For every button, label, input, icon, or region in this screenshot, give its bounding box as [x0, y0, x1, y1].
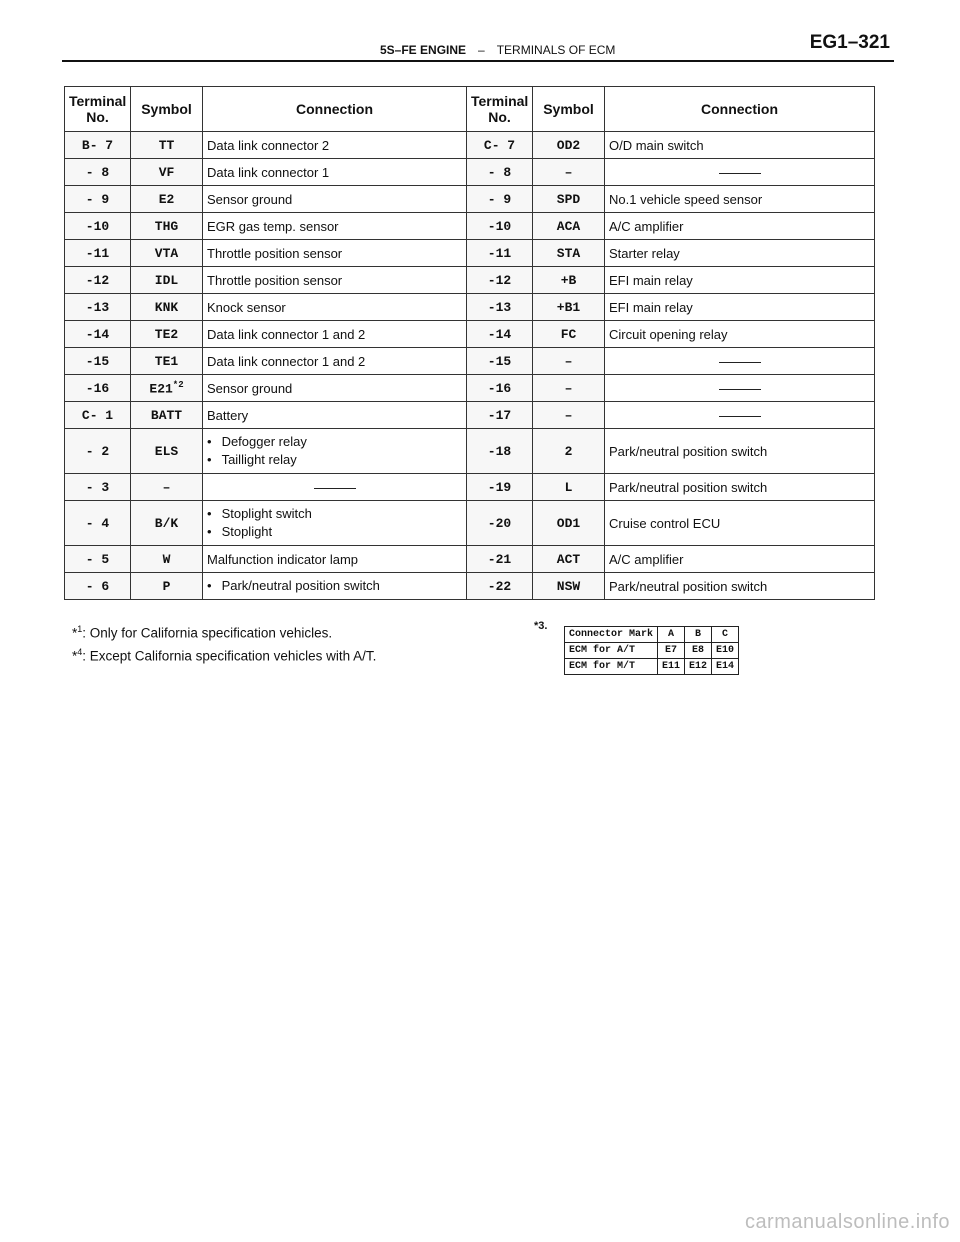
connection-cell [605, 375, 875, 402]
symbol-cell: – [533, 348, 605, 375]
symbol-cell: SPD [533, 186, 605, 213]
header-section: 5S–FE ENGINE [380, 43, 467, 57]
connection-cell: Battery [203, 402, 467, 429]
terminal-cell: - 4 [65, 501, 131, 546]
col-symbol-left: Symbol [131, 87, 203, 132]
terminal-cell: -17 [467, 402, 533, 429]
symbol-cell: VTA [131, 240, 203, 267]
empty-line [719, 416, 761, 417]
symbol-cell: STA [533, 240, 605, 267]
connection-cell: Park/neutral position switch [605, 573, 875, 600]
symbol-cell: B/K [131, 501, 203, 546]
terminal-cell: -16 [467, 375, 533, 402]
symbol-cell: L [533, 474, 605, 501]
connection-cell: Malfunction indicator lamp [203, 546, 467, 573]
terminal-cell: C- 1 [65, 402, 131, 429]
symbol-cell: ACA [533, 213, 605, 240]
connection-cell: O/D main switch [605, 132, 875, 159]
table-row [65, 294, 875, 321]
terminal-cell: -19 [467, 474, 533, 501]
symbol-cell: TT [131, 132, 203, 159]
symbol-cell: IDL [131, 267, 203, 294]
footnote: *$^4$: Except California specification vehicles with A/T. [72, 646, 377, 663]
table-row [65, 546, 875, 573]
connection-cell: EFI main relay [605, 267, 875, 294]
terminal-cell: -21 [467, 546, 533, 573]
symbol-cell: P [131, 573, 203, 600]
footnote: *$^1$: Only for California specification vehicles. [72, 624, 333, 641]
symbol-cell: FC [533, 321, 605, 348]
table-row [65, 186, 875, 213]
table-row [65, 240, 875, 267]
table-header-row [65, 87, 875, 132]
connection-cell: Data link connector 2 [203, 132, 467, 159]
table-row [65, 375, 875, 402]
terminal-cell: -11 [65, 240, 131, 267]
terminal-cell: -10 [65, 213, 131, 240]
terminal-cell: - 8 [65, 159, 131, 186]
terminal-table [64, 86, 875, 600]
connection-cell: Cruise control ECU [605, 501, 875, 546]
terminal-cell: -14 [467, 321, 533, 348]
terminal-cell: -13 [65, 294, 131, 321]
terminal-cell: -22 [467, 573, 533, 600]
connection-cell: Throttle position sensor [203, 267, 467, 294]
table-row: ECM for A/T E7 E8 E10 [565, 643, 739, 659]
terminal-cell: -16 [65, 375, 131, 402]
terminal-cell: -13 [467, 294, 533, 321]
empty-line [719, 389, 761, 390]
connection-cell: Park/neutral position switch [605, 429, 875, 474]
connector-mark-table [564, 626, 739, 675]
connection-cell: Data link connector 1 and 2 [203, 348, 467, 375]
table-row: Connector Mark A B C [565, 627, 739, 643]
connection-cell: EFI main relay [605, 294, 875, 321]
connection-cell: • Park/neutral position switch [203, 573, 467, 600]
symbol-cell: 2 [533, 429, 605, 474]
table-row [65, 267, 875, 294]
page-header [62, 28, 894, 62]
footnotes [72, 620, 376, 665]
col-symbol-right: Symbol [533, 87, 605, 132]
table-row: ECM for M/T E11 E12 E14 [565, 659, 739, 675]
terminal-cell: B- 7 [65, 132, 131, 159]
col-terminal-right: Terminal No. [467, 87, 533, 132]
connection-cell: Starter relay [605, 240, 875, 267]
symbol-cell: – [533, 375, 605, 402]
terminal-cell: -20 [467, 501, 533, 546]
connection-cell: Throttle position sensor [203, 240, 467, 267]
symbol-cell: – [533, 159, 605, 186]
connection-cell [605, 402, 875, 429]
empty-line [719, 173, 761, 174]
connection-cell [203, 474, 467, 501]
page-number: EG1–321 [809, 32, 890, 53]
header-title [380, 43, 615, 57]
connection-cell: Data link connector 1 [203, 159, 467, 186]
symbol-cell: E21$^{*2}$ [131, 375, 203, 402]
header-topic: TERMINALS OF ECM [496, 43, 616, 57]
connection-cell: • Stoplight switch • Stoplight [203, 501, 467, 546]
header-separator: – [478, 43, 485, 57]
table-row [65, 429, 875, 474]
connection-cell: A/C amplifier [605, 213, 875, 240]
connection-cell: Sensor ground [203, 375, 467, 402]
symbol-cell: TE2 [131, 321, 203, 348]
terminal-cell: -14 [65, 321, 131, 348]
symbol-cell: ACT [533, 546, 605, 573]
terminal-cell: - 5 [65, 546, 131, 573]
connector-mark-label: *3. [534, 620, 548, 632]
table-body [65, 132, 875, 600]
table-row [65, 573, 875, 600]
symbol-cell: THG [131, 213, 203, 240]
terminal-cell: - 3 [65, 474, 131, 501]
symbol-cell: OD1 [533, 501, 605, 546]
table-row [65, 402, 875, 429]
terminal-cell: -12 [65, 267, 131, 294]
table-row [65, 213, 875, 240]
watermark: carmanualsonline.info [744, 1211, 950, 1233]
table-row [65, 474, 875, 501]
terminal-cell: - 9 [65, 186, 131, 213]
connection-cell [605, 159, 875, 186]
connection-cell: Data link connector 1 and 2 [203, 321, 467, 348]
connection-cell: Sensor ground [203, 186, 467, 213]
terminal-cell: -11 [467, 240, 533, 267]
connection-cell: Park/neutral position switch [605, 474, 875, 501]
empty-line [719, 362, 761, 363]
symbol-cell: – [131, 474, 203, 501]
terminal-cell: - 2 [65, 429, 131, 474]
symbol-cell: VF [131, 159, 203, 186]
connection-cell [605, 348, 875, 375]
table-row [65, 132, 875, 159]
symbol-cell: KNK [131, 294, 203, 321]
empty-line [314, 488, 356, 489]
connection-cell: EGR gas temp. sensor [203, 213, 467, 240]
terminal-cell: C- 7 [467, 132, 533, 159]
symbol-cell: +B1 [533, 294, 605, 321]
table-row [65, 501, 875, 546]
terminal-cell: -18 [467, 429, 533, 474]
symbol-cell: OD2 [533, 132, 605, 159]
terminal-cell: - 9 [467, 186, 533, 213]
terminal-cell: -10 [467, 213, 533, 240]
symbol-cell: +B [533, 267, 605, 294]
terminal-cell: - 6 [65, 573, 131, 600]
col-connection-right: Connection [605, 87, 875, 132]
connection-cell: Knock sensor [203, 294, 467, 321]
col-connection-left: Connection [203, 87, 467, 132]
symbol-cell: E2 [131, 186, 203, 213]
table-row [65, 348, 875, 375]
connection-cell: A/C amplifier [605, 546, 875, 573]
terminal-cell: - 8 [467, 159, 533, 186]
symbol-cell: NSW [533, 573, 605, 600]
terminal-cell: -15 [65, 348, 131, 375]
col-terminal-left: Terminal No. [65, 87, 131, 132]
connection-cell: Circuit opening relay [605, 321, 875, 348]
terminal-cell: -15 [467, 348, 533, 375]
terminal-cell: -12 [467, 267, 533, 294]
symbol-cell: W [131, 546, 203, 573]
symbol-cell: ELS [131, 429, 203, 474]
table-row [65, 321, 875, 348]
symbol-cell: – [533, 402, 605, 429]
connection-cell: • Defogger relay • Taillight relay [203, 429, 467, 474]
symbol-cell: BATT [131, 402, 203, 429]
symbol-cell: TE1 [131, 348, 203, 375]
table-row [65, 159, 875, 186]
connection-cell: No.1 vehicle speed sensor [605, 186, 875, 213]
